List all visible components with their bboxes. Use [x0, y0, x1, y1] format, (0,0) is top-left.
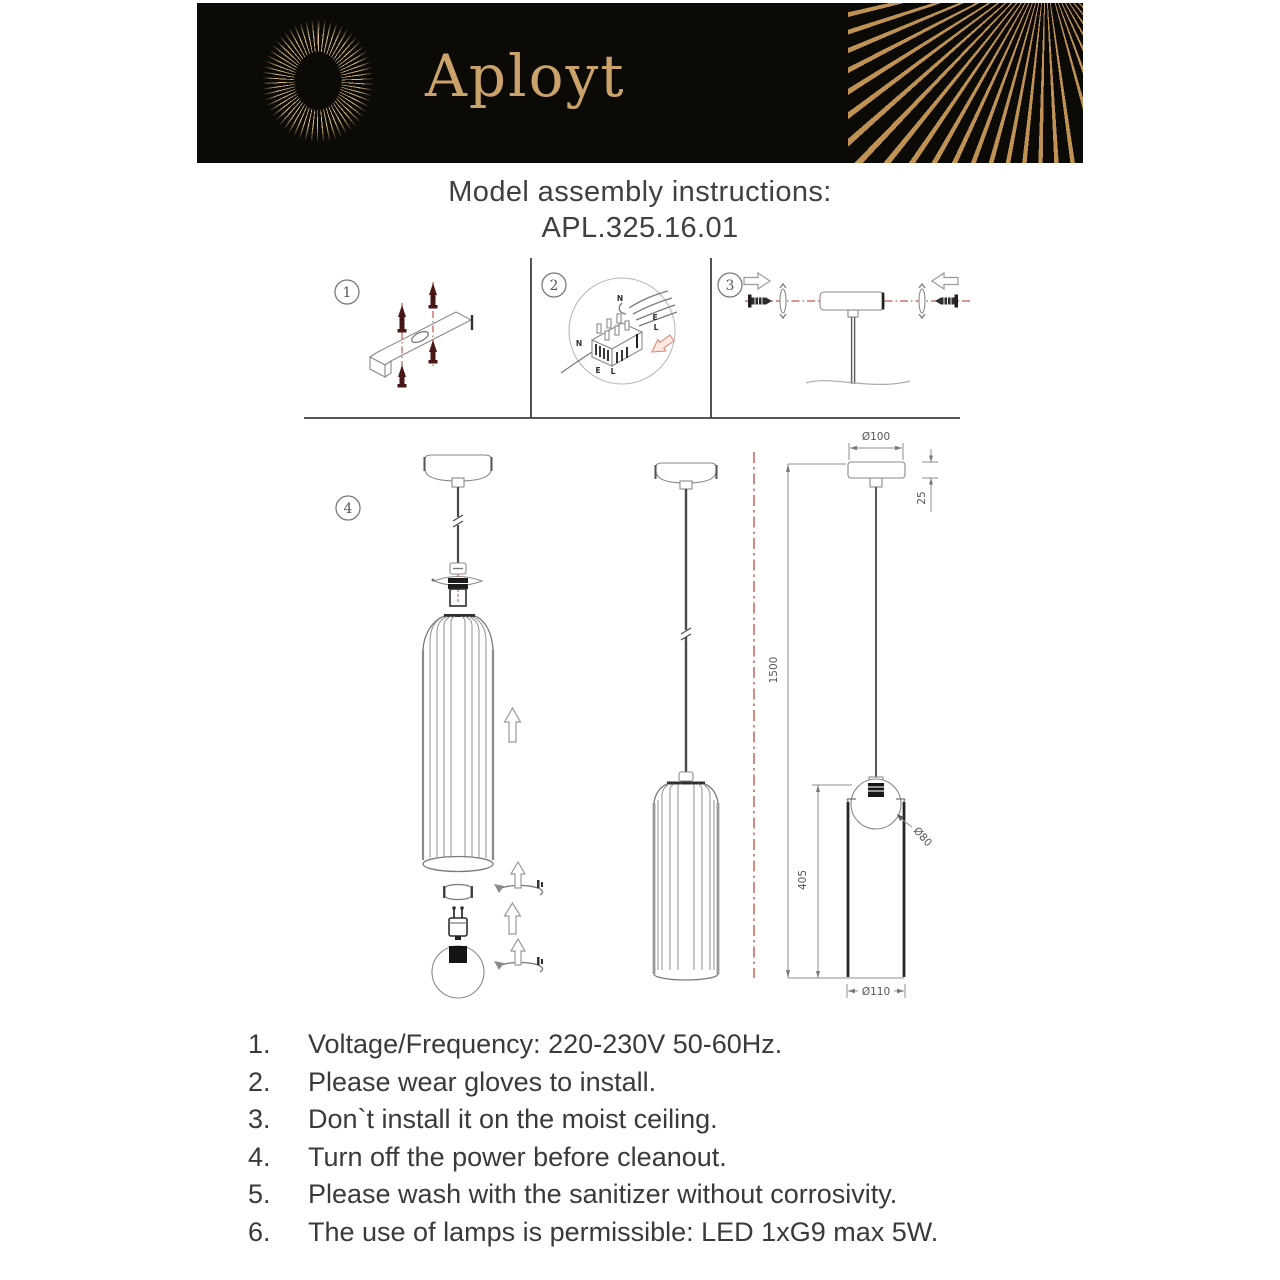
screw-icon — [935, 295, 958, 308]
instruction-item — [248, 1139, 1088, 1177]
slide-up-arrow-icon — [505, 708, 521, 742]
item-number: 3. — [248, 1104, 271, 1135]
item-number: 6. — [248, 1216, 271, 1247]
item-text: Voltage/Frequency: 220-230V 50-60Hz. — [308, 1029, 783, 1059]
canopy-connector — [870, 478, 882, 487]
mounting-bracket — [370, 312, 472, 377]
item-number: 4. — [248, 1141, 271, 1172]
step2-number: 2 — [549, 278, 559, 294]
wire-label-l: L — [653, 323, 659, 332]
step3-panel — [718, 273, 972, 384]
washer-icon — [780, 284, 786, 318]
assembly-diagram — [295, 250, 1010, 1015]
dim-ball-diameter: Ø80 — [910, 824, 935, 850]
wire-label-e2: E — [595, 366, 601, 375]
wire-label-n: N — [616, 294, 624, 303]
title-line1: Model assembly instructions: — [448, 176, 832, 208]
suspension-wire — [453, 487, 463, 563]
dim-canopy-diameter: Ø100 — [861, 431, 891, 443]
socket-outline — [868, 783, 884, 797]
push-right-arrow-icon — [744, 273, 770, 289]
dim-canopy-height: 25 — [916, 491, 928, 505]
instruction-item — [248, 1101, 1088, 1139]
insert-up-arrow-icon — [505, 903, 521, 934]
step4-panel — [336, 455, 543, 998]
decorative-rays — [848, 3, 1083, 163]
item-number: 1. — [248, 1029, 271, 1059]
fluted-glass-shade — [423, 616, 493, 872]
step4-number: 4 — [343, 501, 353, 517]
wire-label-n2: N — [575, 339, 583, 348]
rotate-arrow-icon — [494, 862, 543, 895]
instruction-list — [248, 1026, 1088, 1252]
canopy-outline — [848, 462, 905, 478]
ceiling-break-line — [806, 381, 910, 385]
screw-icon — [429, 283, 438, 309]
push-left-arrow-icon — [932, 273, 958, 289]
brand-banner — [197, 3, 1083, 163]
g9-bulb — [449, 906, 467, 940]
instruction-item — [248, 1214, 1088, 1252]
item-text: Turn off the power before cleanout. — [308, 1141, 727, 1172]
dimension-drawing — [768, 431, 938, 998]
screw-icon — [398, 365, 407, 388]
terminal-block — [592, 314, 642, 366]
brand-name: Aployt — [425, 42, 626, 110]
sunburst-logo-icon — [261, 18, 375, 144]
step2-panel — [542, 273, 677, 384]
assembled-pendant — [654, 463, 718, 980]
wire-label-e: E — [652, 313, 658, 322]
item-number: 2. — [248, 1066, 271, 1097]
screw-icon — [748, 295, 772, 308]
item-text: The use of lamps is permissible: LED 1xG9 max 5W. — [308, 1216, 939, 1247]
dim-shade-height: 405 — [797, 869, 809, 891]
step1-panel — [335, 280, 472, 388]
item-number: 5. — [248, 1179, 271, 1210]
item-text: Don`t install it on the moist ceiling. — [308, 1104, 718, 1135]
canopy — [425, 455, 492, 487]
rotate-arrow-icon — [494, 939, 543, 972]
title-block — [0, 174, 1280, 246]
title-line2: APL.325.16.01 — [541, 212, 739, 244]
glass-ball — [432, 946, 484, 998]
screw-icon — [398, 305, 407, 333]
cord-grip-nut — [450, 563, 466, 574]
dim-overall-height: 1500 — [768, 656, 780, 684]
retaining-ring — [444, 885, 472, 900]
step3-number: 3 — [725, 278, 735, 294]
instruction-item — [248, 1064, 1088, 1102]
insert-direction-arrow-icon — [652, 335, 674, 352]
step1-number: 1 — [342, 285, 352, 301]
washer-icon — [919, 284, 925, 318]
instruction-item — [248, 1026, 1088, 1064]
item-text: Please wash with the sanitizer without corrosivity. — [308, 1179, 898, 1210]
ceiling-canopy — [820, 292, 884, 384]
screw-icon — [429, 340, 438, 364]
wire-label-l2: L — [610, 367, 616, 376]
item-text: Please wear gloves to install. — [308, 1066, 657, 1097]
instruction-item — [248, 1176, 1088, 1214]
dim-shade-diameter: Ø110 — [861, 986, 891, 998]
